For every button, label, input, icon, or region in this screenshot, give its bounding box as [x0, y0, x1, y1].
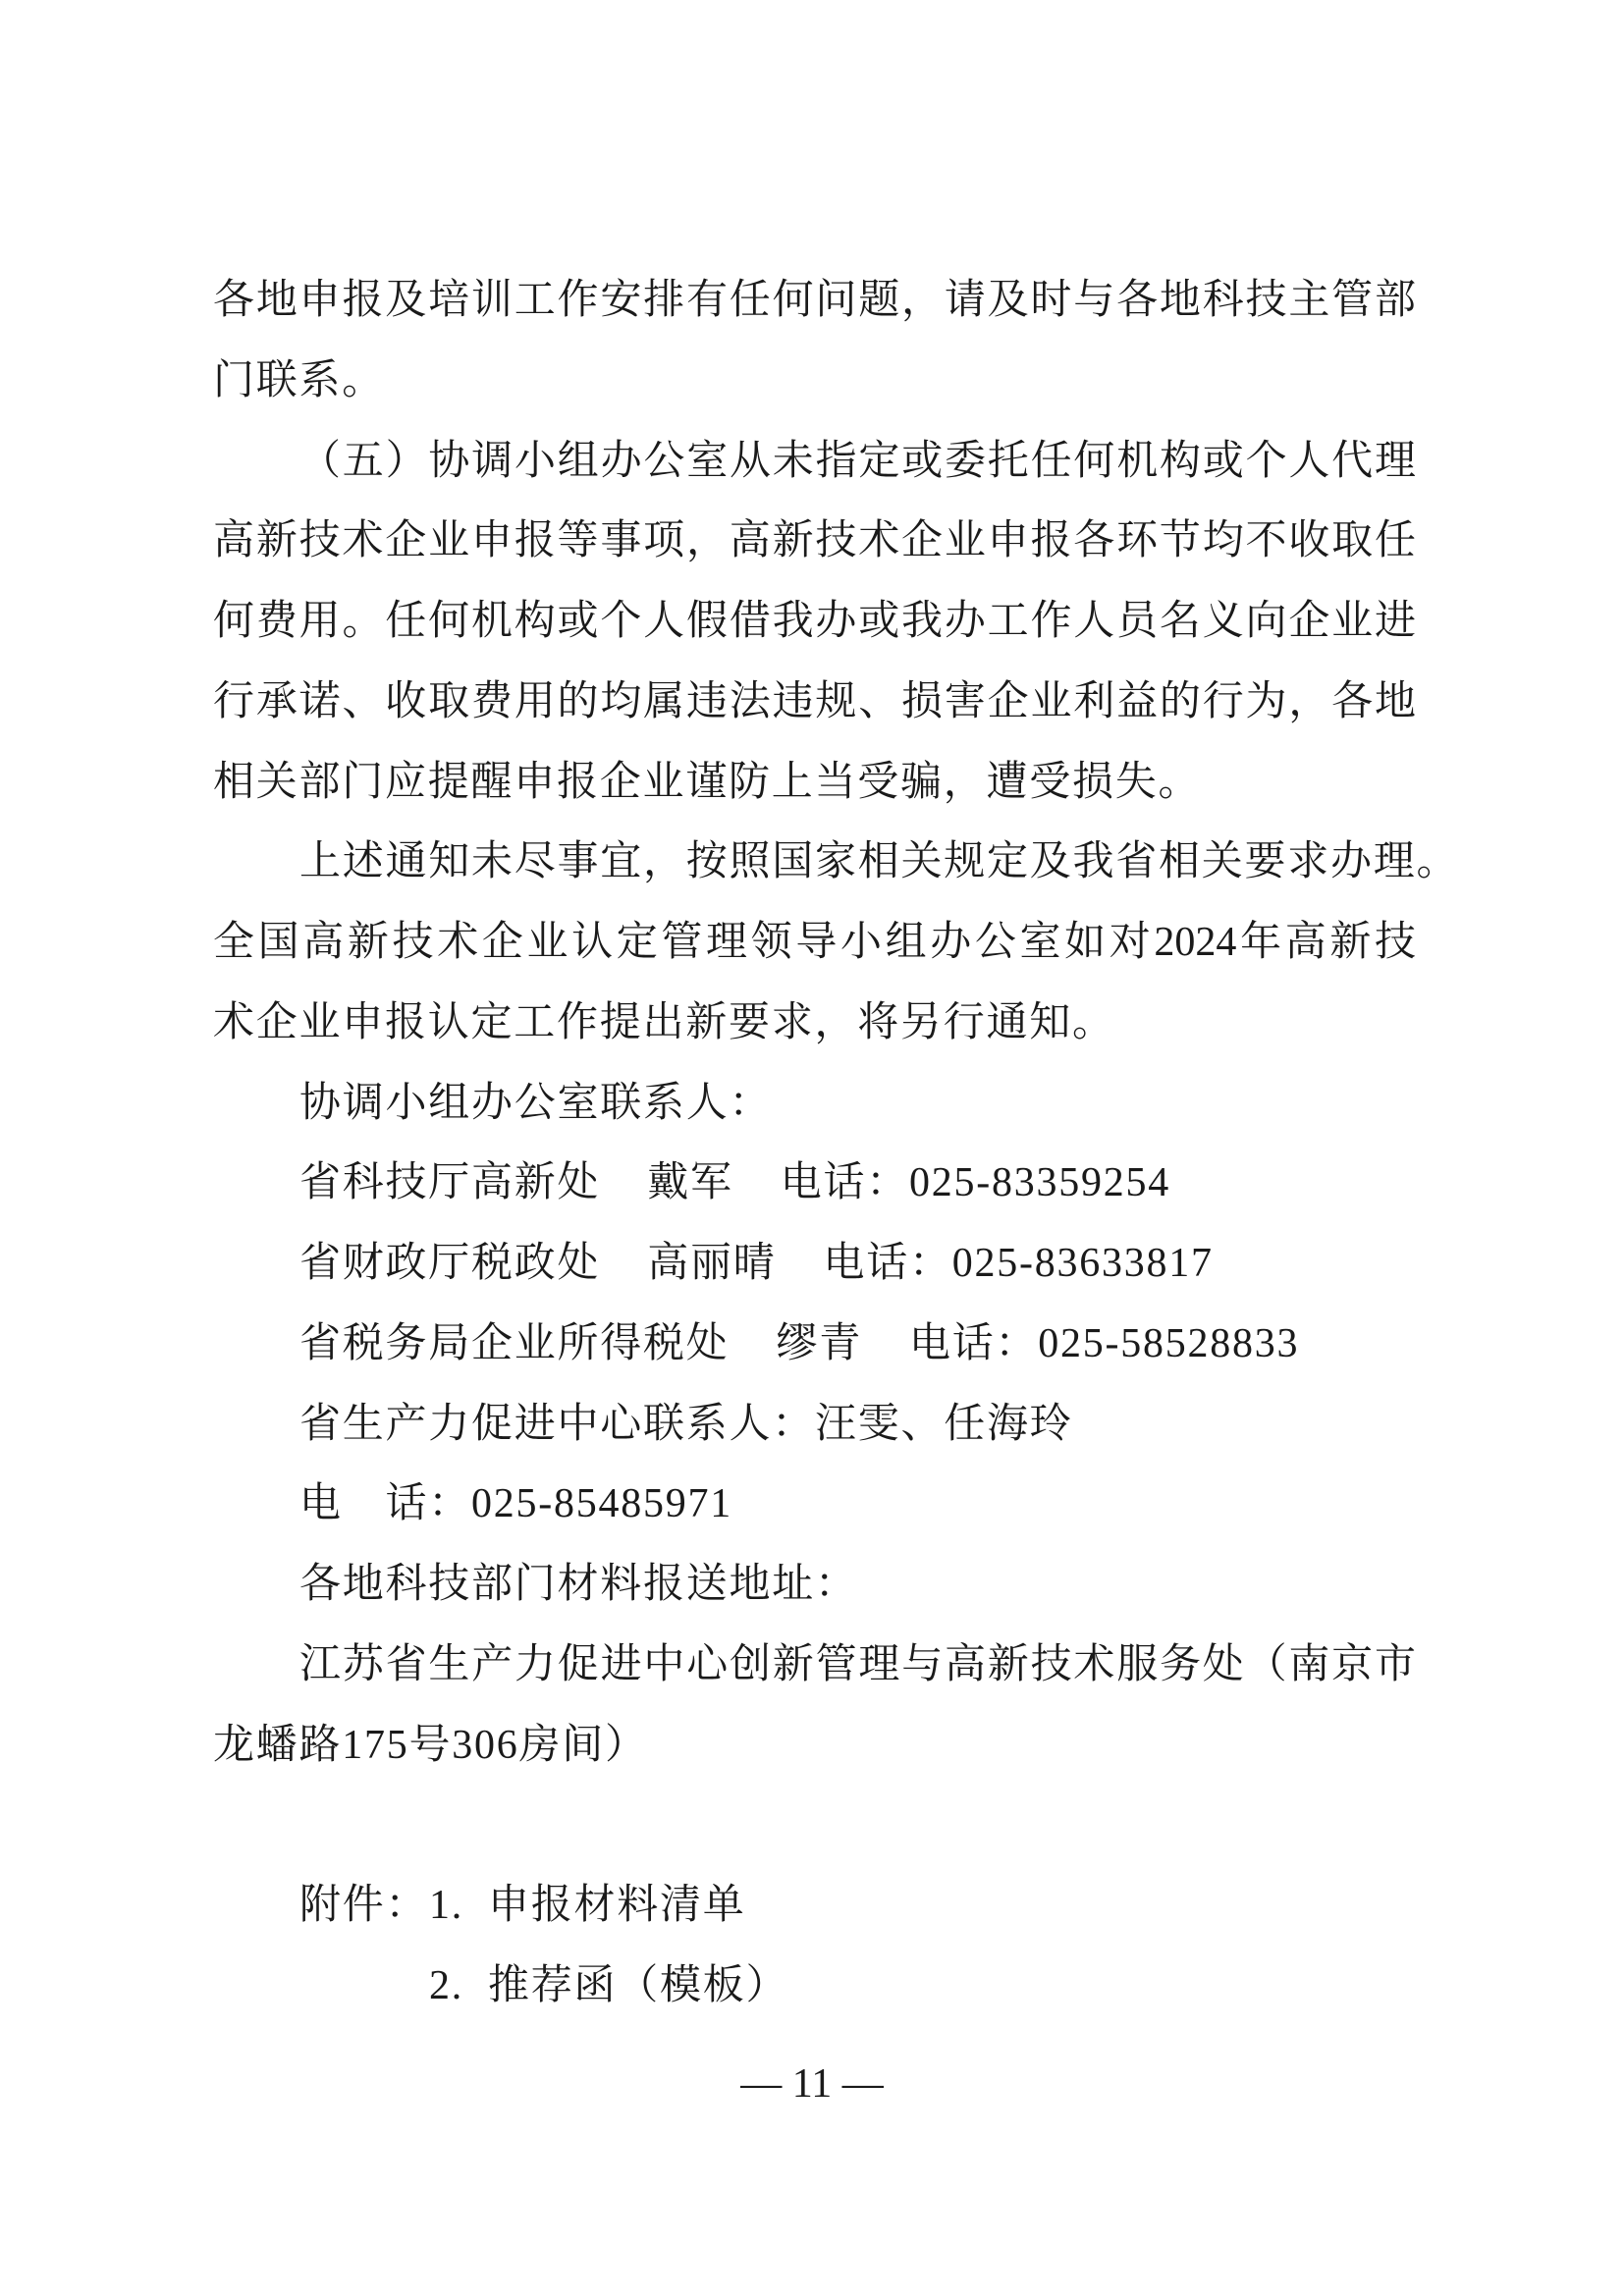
- contact-name: 高丽晴: [647, 1241, 777, 1286]
- center-phone: 025-85485971: [471, 1481, 733, 1527]
- contact-department: 省科技厅高新处: [299, 1160, 601, 1206]
- attachment-row: [299, 1865, 746, 1946]
- contact-phone-label: 电话：: [780, 1160, 910, 1206]
- attachment-title: 推荐函（模板）: [488, 1962, 789, 2008]
- contact-phone: 025-83633817: [951, 1241, 1214, 1286]
- center-phone-row: [299, 1464, 732, 1544]
- center-contact: 省生产力促进中心联系人：汪雯、任海玲: [299, 1401, 1073, 1447]
- contact-department: 省财政厅税政处: [299, 1241, 601, 1286]
- paragraph-line: 何费用。任何机构或个人假借我办或我办工作人员名义向企业进: [213, 599, 1416, 644]
- paragraph-line: 相关部门应提醒申报企业谨防上当受骗，遭受损失。: [213, 759, 1202, 805]
- attachment-number: 1.: [429, 1883, 463, 1928]
- contact-phone-label: 电话：: [823, 1241, 952, 1286]
- page-number: — 11 —: [740, 2061, 884, 2107]
- contact-row: [299, 1143, 1170, 1223]
- contact-phone-label: 电话：: [909, 1320, 1039, 1366]
- address-line: 江苏省生产力促进中心创新管理与高新技术服务处（南京市: [299, 1641, 1416, 1687]
- attachments-label: 附件：: [299, 1883, 429, 1928]
- contact-phone: 025-83359254: [909, 1160, 1171, 1206]
- attachment-row: [429, 1946, 788, 2026]
- paragraph-line: 上述通知未尽事宜，按照国家相关规定及我省相关要求办理。: [299, 839, 1460, 885]
- paragraph-line: （五）协调小组办公室从未指定或委托任何机构或个人代理: [299, 438, 1416, 484]
- paragraph-line: 全国高新技术企业认定管理领导小组办公室如对2024年高新技: [213, 920, 1416, 965]
- contact-row: [299, 1304, 1299, 1384]
- paragraph-line: 术企业申报认定工作提出新要求，将另行通知。: [213, 999, 1115, 1045]
- address-line: 龙蟠路175号306房间）: [213, 1722, 648, 1768]
- center-phone-label: 电 话：: [299, 1481, 472, 1527]
- contact-name: 戴军: [647, 1160, 733, 1206]
- contact-row: [299, 1223, 1214, 1304]
- contact-phone: 025-58528833: [1038, 1320, 1300, 1366]
- paragraph-line: 各地申报及培训工作安排有任何问题，请及时与各地科技主管部: [213, 278, 1416, 323]
- attachment-title: 申报材料清单: [488, 1883, 746, 1928]
- attachment-number: 2.: [429, 1962, 463, 2008]
- address-heading: 各地科技部门材料报送地址：: [299, 1562, 858, 1607]
- contact-department: 省税务局企业所得税处: [299, 1320, 730, 1366]
- paragraph-line: 行承诺、收取费用的均属违法违规、损害企业利益的行为，各地: [213, 678, 1416, 724]
- paragraph-line: 高新技术企业申报等事项，高新技术企业申报各环节均不收取任: [213, 518, 1416, 564]
- contacts-heading: 协调小组办公室联系人：: [299, 1080, 773, 1126]
- contact-name: 缪青: [776, 1320, 863, 1366]
- paragraph-line: 门联系。: [213, 357, 386, 403]
